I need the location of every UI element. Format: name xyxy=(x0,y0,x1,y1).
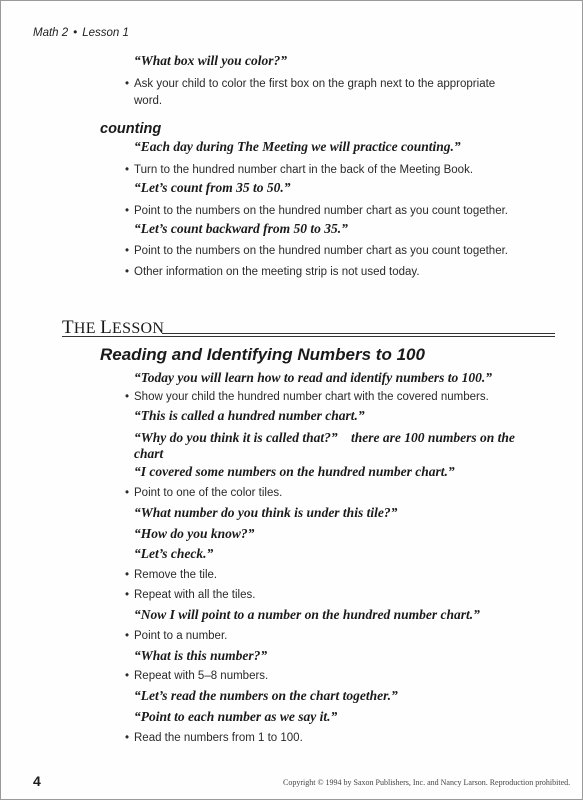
prompt-why-called: “Why do you think it is called that?” there are 100 numbers on the xyxy=(134,430,515,445)
lesson-name: Lesson 1 xyxy=(82,27,129,39)
bullet-text: Point to the numbers on the hundred number chart as you count together. xyxy=(134,205,508,217)
prompt-what-box: “What box will you color?” xyxy=(134,53,288,68)
lesson-title: THE LESSON xyxy=(62,317,165,338)
bullet-repeat-tiles: • Repeat with all the tiles. xyxy=(125,589,256,601)
prompt-what-is-number: “What is this number?” xyxy=(134,648,268,663)
prompt-point-each: “Point to each number as we say it.” xyxy=(134,709,338,724)
bullet-repeat-numbers: • Repeat with 5–8 numbers. xyxy=(125,670,269,682)
bullet-text: Ask your child to color the first box on the graph next to the appropriate xyxy=(134,78,496,90)
bullet-point-a-number: • Point to a number. xyxy=(125,630,228,642)
course-name: Math 2 xyxy=(33,27,69,39)
bullet-point-numbers-1: • Point to the numbers on the hundred number chart as you count together. xyxy=(125,205,508,217)
answer-chart-cont: chart xyxy=(134,446,164,461)
prompt-how-know: “How do you know?” xyxy=(134,526,255,541)
bullet-text: Repeat with all the tiles. xyxy=(134,589,256,601)
bullet-point-numbers-2: • Point to the numbers on the hundred number chart as you count together. xyxy=(125,245,508,257)
counting-heading: counting xyxy=(100,121,162,137)
bullet-text: Read the numbers from 1 to 100. xyxy=(134,732,303,744)
prompt-count-backward: “Let’s count backward from 50 to 35.” xyxy=(134,221,348,236)
prompt-practice-counting: “Each day during The Meeting we will practice counting.” xyxy=(134,139,461,154)
prompt-lets-check: “Let’s check.” xyxy=(134,546,214,561)
bullet-text: Point to a number. xyxy=(134,630,228,642)
bullet-text: Show your child the hundred number chart with the covered numbers. xyxy=(134,391,489,403)
page-number: 4 xyxy=(33,773,41,789)
prompt-covered-numbers: “I covered some numbers on the hundred number chart.” xyxy=(134,464,455,479)
bullet-other-info: • Other information on the meeting strip is not used today. xyxy=(125,266,420,278)
prompt-what-number-tile: “What number do you think is under this tile?” xyxy=(134,505,398,520)
bullet-color-box: • Ask your child to color the first box on the graph next to the appropriate xyxy=(125,78,496,90)
bullet-text: Turn to the hundred number chart in the back of the Meeting Book. xyxy=(134,164,474,176)
bullet-text: Other information on the meeting strip is not used today. xyxy=(134,266,420,278)
prompt-read-together: “Let’s read the numbers on the chart together.” xyxy=(134,688,398,703)
title-rule-top xyxy=(162,333,555,334)
prompt-today-learn: “Today you will learn how to read and identify numbers to 100.” xyxy=(134,370,493,385)
bullet-show-chart: • Show your child the hundred number chart with the covered numbers. xyxy=(125,391,489,403)
bullet-text: Point to the numbers on the hundred number chart as you count together. xyxy=(134,245,508,257)
header-separator: • xyxy=(73,27,78,39)
bullet-remove-tile: • Remove the tile. xyxy=(125,569,218,581)
bullet-read-1-100: • Read the numbers from 1 to 100. xyxy=(125,732,303,744)
running-header xyxy=(33,27,129,39)
copyright-notice: Copyright © 1994 by Saxon Publishers, Inc. and Nancy Larson. Reproduction prohibited. xyxy=(283,778,571,787)
section-heading: Reading and Identifying Numbers to 100 xyxy=(100,345,425,364)
bullet-text: Point to one of the color tiles. xyxy=(134,487,283,499)
prompt-hundred-chart: “This is called a hundred number chart.” xyxy=(134,408,365,423)
bullet-point-tile: • Point to one of the color tiles. xyxy=(125,487,283,499)
bullet-turn-chart: • Turn to the hundred number chart in the back of the Meeting Book. xyxy=(125,164,474,176)
bullet-text: Remove the tile. xyxy=(134,569,218,581)
bullet-color-box-cont: word. xyxy=(134,95,163,107)
title-rule-bottom xyxy=(62,336,555,337)
bullet-text: Repeat with 5–8 numbers. xyxy=(134,670,269,682)
prompt-count-35-50: “Let’s count from 35 to 50.” xyxy=(134,180,291,195)
prompt-point-number: “Now I will point to a number on the hundred number chart.” xyxy=(134,607,480,622)
answer-100-numbers: there are 100 numbers on the xyxy=(351,430,515,445)
